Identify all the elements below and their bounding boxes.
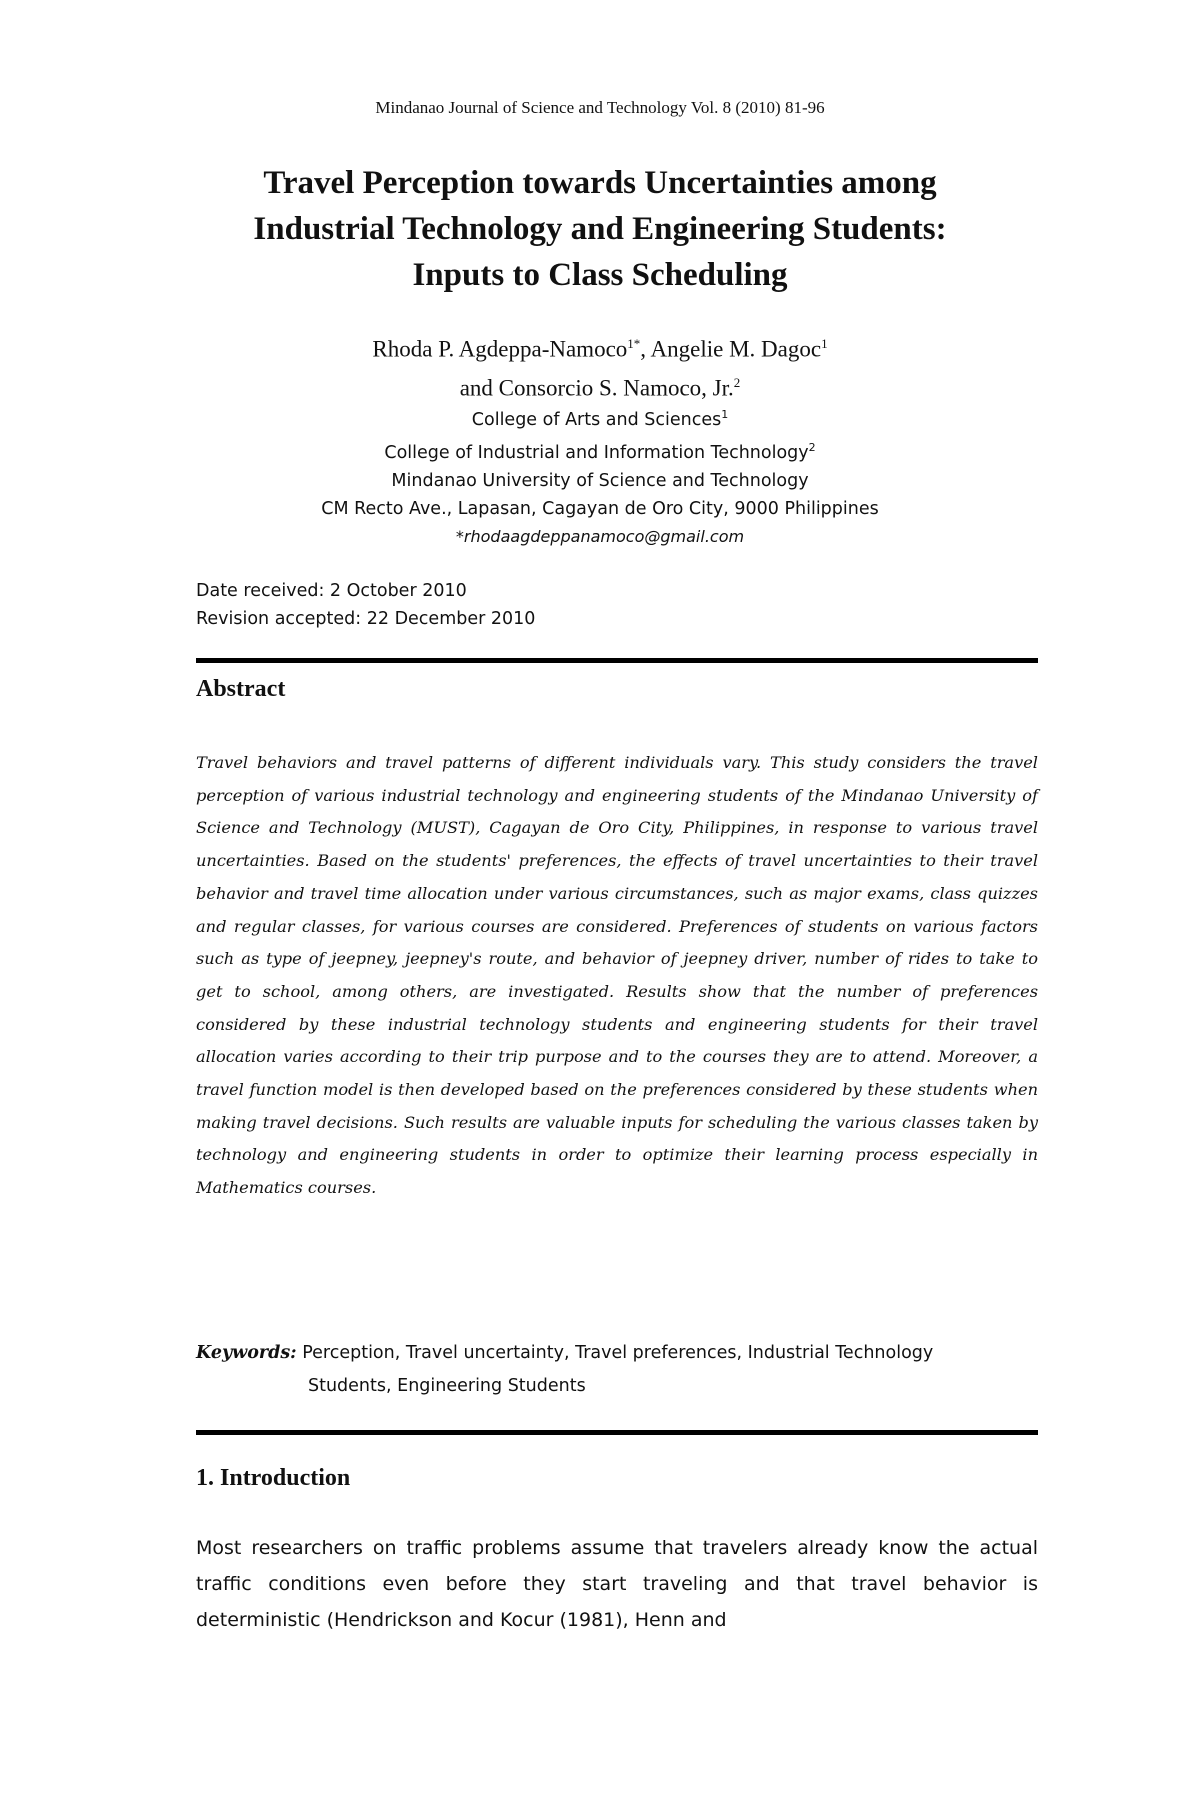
date-received: Date received: 2 October 2010 [196, 581, 467, 601]
journal-header: Mindanao Journal of Science and Technology Vol. 8 (2010) 81-96 [375, 98, 825, 117]
keywords-list: Perception, Travel uncertainty, Travel preferences, Industrial Technology [296, 1343, 934, 1363]
author-line-1 [150, 327, 1050, 366]
college-1-mark: 1 [721, 408, 729, 421]
affiliation-college-1 [150, 401, 1050, 434]
author-separator: , [640, 336, 651, 362]
author-3: Consorcio S. Namoco, Jr. [498, 375, 734, 401]
divider-top [196, 658, 1038, 663]
college-1-name: College of Arts and Sciences [471, 409, 722, 430]
affiliation-address: CM Recto Ave., Lapasan, Cagayan de Oro City, 9000 Philippines [321, 498, 879, 519]
author-2-affiliation-mark: 1 [821, 336, 828, 351]
affiliation-university: Mindanao University of Science and Technology [391, 470, 809, 491]
author-1: Rhoda P. Agdeppa-Namoco [372, 336, 628, 362]
corresponding-email: *rhodaagdeppanamoco@gmail.com [455, 526, 745, 546]
dates-block [196, 577, 896, 633]
keywords-label: Keywords: [196, 1343, 297, 1363]
abstract-text: Travel behaviors and travel patterns of different individuals vary. This study considers the travel perception of various industrial technology and engineering students of the Mindanao University of Science and Technology (MUST), Cagayan de Oro City, Philippines, in response to various travel uncertainties. Based on the students' preferences, the effects of travel uncertainties to their travel behavior and travel time allocation under various circumstances, such as major exams, class quizzes and regular classes, for various courses are considered. Preferences of students on various factors such as type of jeepney, jeepney's route, and behavior of jeepney driver, number of rides to take to get to school, among others, are investigated. Results show that the number of preferences considered by these industrial technology students and engineering students for their travel allocation varies according to their trip purpose and to the courses they are to attend. Moreover, a travel function model is then developed based on the preferences considered by these students when making travel decisions. Such results are valuable inputs for scheduling the various classes taken by technology and engineering students in order to optimize their learning process especially in Mathematics courses. [196, 753, 1038, 1198]
paper-title [150, 160, 1050, 298]
title-line-3: Inputs to Class Scheduling [412, 257, 788, 293]
author-list [150, 327, 1050, 404]
date-accepted: Revision accepted: 22 December 2010 [196, 609, 536, 629]
college-2-mark: 2 [808, 440, 816, 454]
affiliations [150, 401, 1050, 551]
keywords-line-2: Students, Engineering Students [308, 1376, 586, 1396]
keywords-block [196, 1337, 1038, 1403]
author-1-affiliation-mark: 1* [627, 336, 641, 351]
affiliation-college-2 [150, 434, 1050, 467]
keywords-line-1 [196, 1337, 1038, 1370]
author-line-2 [150, 366, 1050, 405]
author-3-affiliation-mark: 2 [733, 374, 741, 390]
college-2-name: College of Industrial and Information Technology [384, 442, 809, 463]
introduction-heading: 1. Introduction [196, 1465, 351, 1491]
title-line-1: Travel Perception towards Uncertainties among [263, 165, 937, 201]
author-2: Angelie M. Dagoc [650, 336, 822, 362]
abstract-heading: Abstract [196, 676, 286, 702]
author-and: and [459, 375, 499, 401]
title-line-2: Industrial Technology and Engineering Students: [253, 211, 947, 247]
introduction-text: Most researchers on traffic problems assume that travelers already know the actual traffic conditions even before they start traveling and that travel behavior is deterministic (Hendrickson and Kocur (1981), Henn and [196, 1537, 1038, 1631]
divider-bottom [196, 1430, 1038, 1435]
